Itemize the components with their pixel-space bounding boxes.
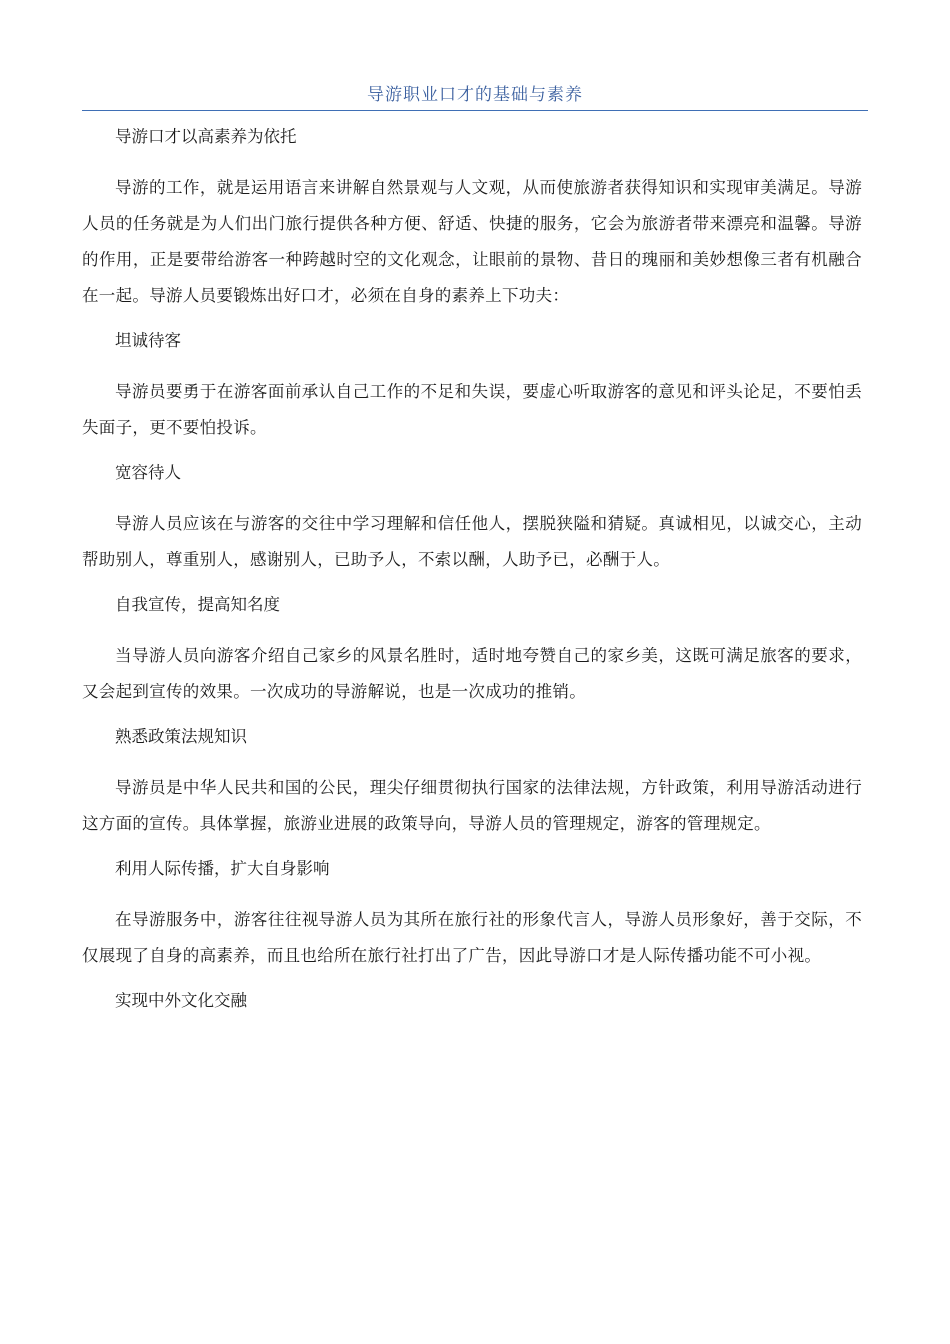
section-heading: 实现中外文化交融 [115,991,247,1010]
section-heading: 利用人际传播，扩大自身影响 [115,859,330,878]
body-paragraph: 在导游服务中，游客往往视导游人员为其所在旅行社的形象代言人，导游人员形象好，善于交际，不仅展现了自身的高素养，而且也给所在旅行社打出了广告，因此导游口才是人际传播功能不可小视。 [82,910,862,965]
document-body [82,124,862,1034]
body-paragraph: 导游员是中华人民共和国的公民，理尖仔细贯彻执行国家的法律法规，方针政策，利用导游活动进行这方面的宣传。具体掌握，旅游业进展的政策导向，导游人员的管理规定，游客的管理规定。 [82,778,862,833]
body-paragraph: 导游的工作，就是运用语言来讲解自然景观与人文观，从而使旅游者获得知识和实现审美满足。导游人员的任务就是为人们出门旅行提供各种方便、舒适、快捷的服务，它会为旅游者带来漂亮和温馨。导游的作用，正是要带给游客一种跨越时空的文化观念，让眼前的景物、昔日的瑰丽和美妙想像三者有机融合在一起。导游人员要锻炼出好口才，必须在自身的素养上下功夫： [82,178,862,305]
section-heading: 自我宣传，提高知名度 [115,595,280,614]
section-heading: 熟悉政策法规知识 [115,727,247,746]
body-paragraph: 当导游人员向游客介绍自己家乡的风景名胜时，适时地夸赞自己的家乡美，这既可满足旅客的要求，又会起到宣传的效果。一次成功的导游解说，也是一次成功的推销。 [82,646,862,701]
section-heading: 坦诚待客 [115,331,181,350]
body-paragraph: 导游人员应该在与游客的交往中学习理解和信任他人，摆脱狭隘和猜疑。真诚相见，以诚交心，主动帮助别人，尊重别人，感谢别人，已助予人，不索以酬，人助予已，必酬于人。 [82,514,862,569]
page-header [82,82,868,111]
body-paragraph: 导游员要勇于在游客面前承认自己工作的不足和失误，要虚心听取游客的意见和评头论足，不要怕丢失面子，更不要怕投诉。 [82,382,862,437]
page-title: 导游职业口才的基础与素养 [367,85,583,105]
section-heading: 导游口才以高素养为依托 [115,127,297,146]
section-heading: 宽容待人 [115,463,181,482]
